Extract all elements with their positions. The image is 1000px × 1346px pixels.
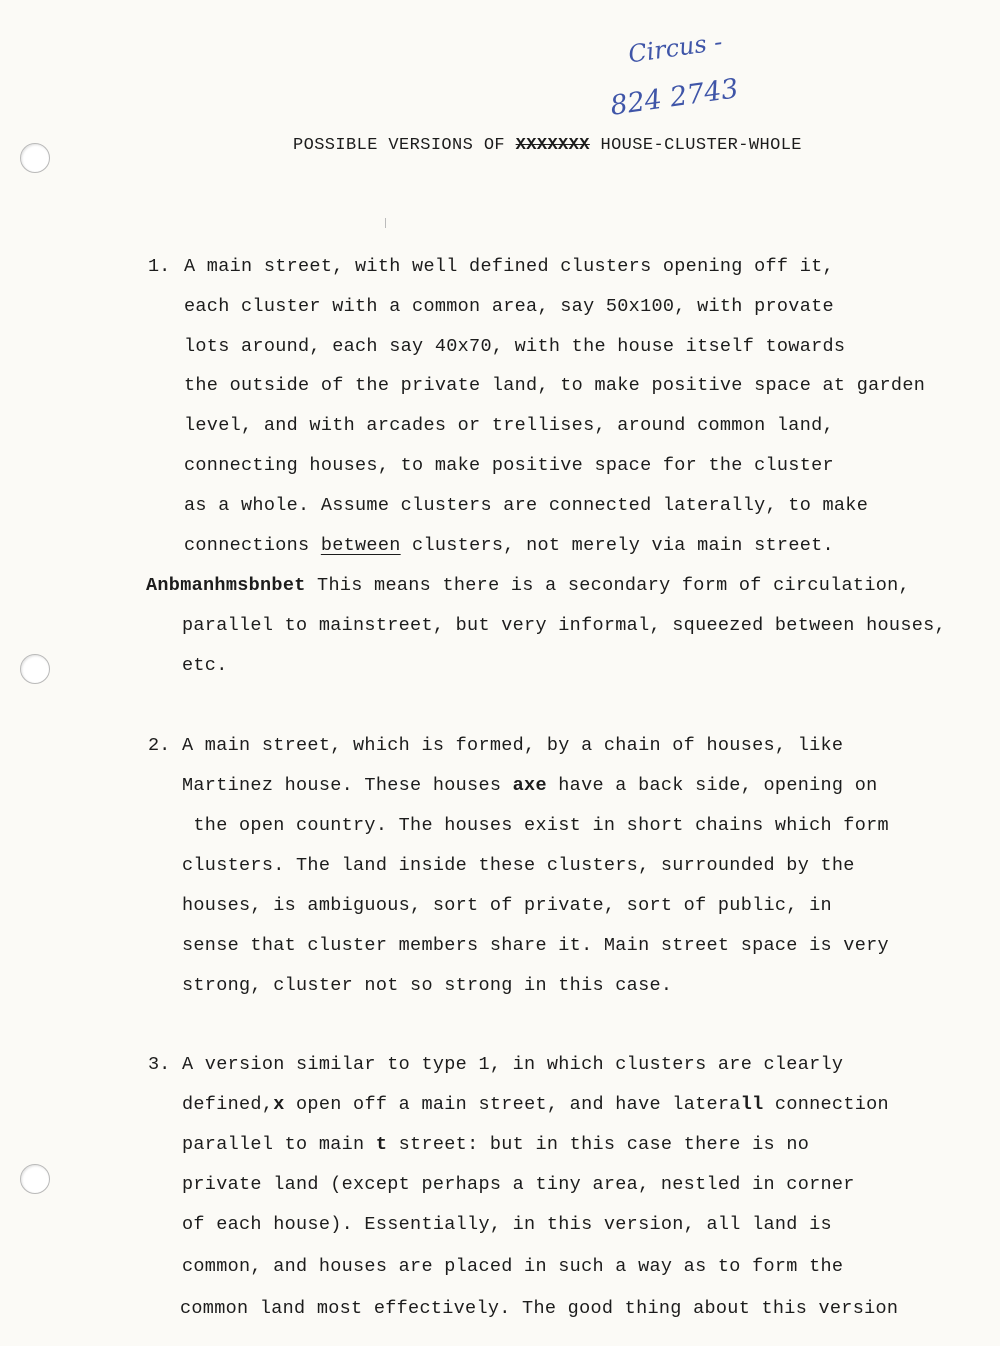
item1-line8-before: connections	[184, 535, 321, 556]
item1-line: each cluster with a common area, say 50x100, with provate	[184, 296, 834, 317]
item3-line2-after: connection	[763, 1094, 889, 1115]
item1-line: parallel to mainstreet, but very informal, squeezed between houses,	[182, 615, 946, 636]
item1-line-9	[146, 575, 910, 596]
item3-line-2	[182, 1094, 889, 1115]
item1-line: connecting houses, to make positive space for the cluster	[184, 455, 834, 476]
item2-line: houses, is ambiguous, sort of private, sort of public, in	[182, 895, 832, 916]
item2-line-2	[182, 775, 878, 796]
item1-line: the outside of the private land, to make positive space at garden	[184, 375, 926, 396]
item3-line3-after: street: but in this case there is no	[387, 1134, 810, 1155]
item3-line: private land (except perhaps a tiny area, nestled in corner	[182, 1174, 855, 1195]
punch-hole-bottom	[20, 1164, 50, 1194]
item1-line9-text: This means there is a secondary form of circulation,	[305, 575, 910, 596]
item2-line: strong, cluster not so strong in this case.	[182, 975, 673, 996]
item1-line: etc.	[182, 655, 228, 676]
item2-line: A main street, which is formed, by a chain of houses, like	[182, 735, 844, 756]
overstruck-text: t	[375, 1134, 388, 1155]
item1-line: level, and with arcades or trellises, around common land,	[184, 415, 834, 436]
overstruck-text: ll	[740, 1094, 764, 1115]
item3-line: common land most effectively. The good thing about this version	[180, 1298, 899, 1319]
item3-line: common, and houses are placed in such a way as to form the	[182, 1256, 844, 1277]
item1-line8-after: clusters, not merely via main street.	[400, 535, 834, 556]
item3-line2-mid: open off a main street, and have latera	[284, 1094, 741, 1115]
item2-line: the open country. The houses exist in short chains which form	[182, 815, 889, 836]
item1-number: 1.	[148, 256, 171, 277]
item1-line: lots around, each say 40x70, with the house itself towards	[184, 336, 846, 357]
underlined-word: between	[320, 535, 401, 556]
item3-number: 3.	[148, 1054, 171, 1075]
punch-hole-middle	[20, 654, 50, 684]
page-title	[293, 136, 802, 155]
item3-line2-before: defined,	[182, 1094, 274, 1115]
title-before: POSSIBLE VERSIONS OF	[293, 136, 516, 155]
item2-number: 2.	[148, 735, 171, 756]
handwritten-note-line1: Circus -	[626, 27, 724, 69]
title-after: HOUSE-CLUSTER-WHOLE	[589, 136, 802, 155]
handwritten-note-line2: 824 2743	[608, 73, 741, 122]
item3-line: A version similar to type 1, in which clusters are clearly	[182, 1054, 844, 1075]
overstruck-text: x	[273, 1094, 285, 1115]
item1-line-8	[184, 535, 834, 556]
item2-line2-before: Martinez house. These houses	[182, 775, 513, 796]
item2-line: clusters. The land inside these clusters, surrounded by the	[182, 855, 855, 876]
item1-line: as a whole. Assume clusters are connected laterally, to make	[184, 495, 869, 516]
item2-line2-after: have a back side, opening on	[546, 775, 878, 796]
title-struck-word: XXXXXXX	[515, 136, 590, 155]
item3-line: of each house). Essentially, in this version, all land is	[182, 1214, 832, 1235]
paper-speck	[385, 218, 386, 228]
overstruck-text: axe	[512, 775, 547, 796]
item3-line3-before: parallel to main	[182, 1134, 376, 1155]
item2-line: sense that cluster members share it. Main street space is very	[182, 935, 889, 956]
item3-line-3	[182, 1134, 809, 1155]
overstruck-text: Anbmanhmsbnbet	[146, 575, 306, 596]
item1-line: A main street, with well defined clusters opening off it,	[184, 256, 834, 277]
punch-hole-top	[20, 143, 50, 173]
